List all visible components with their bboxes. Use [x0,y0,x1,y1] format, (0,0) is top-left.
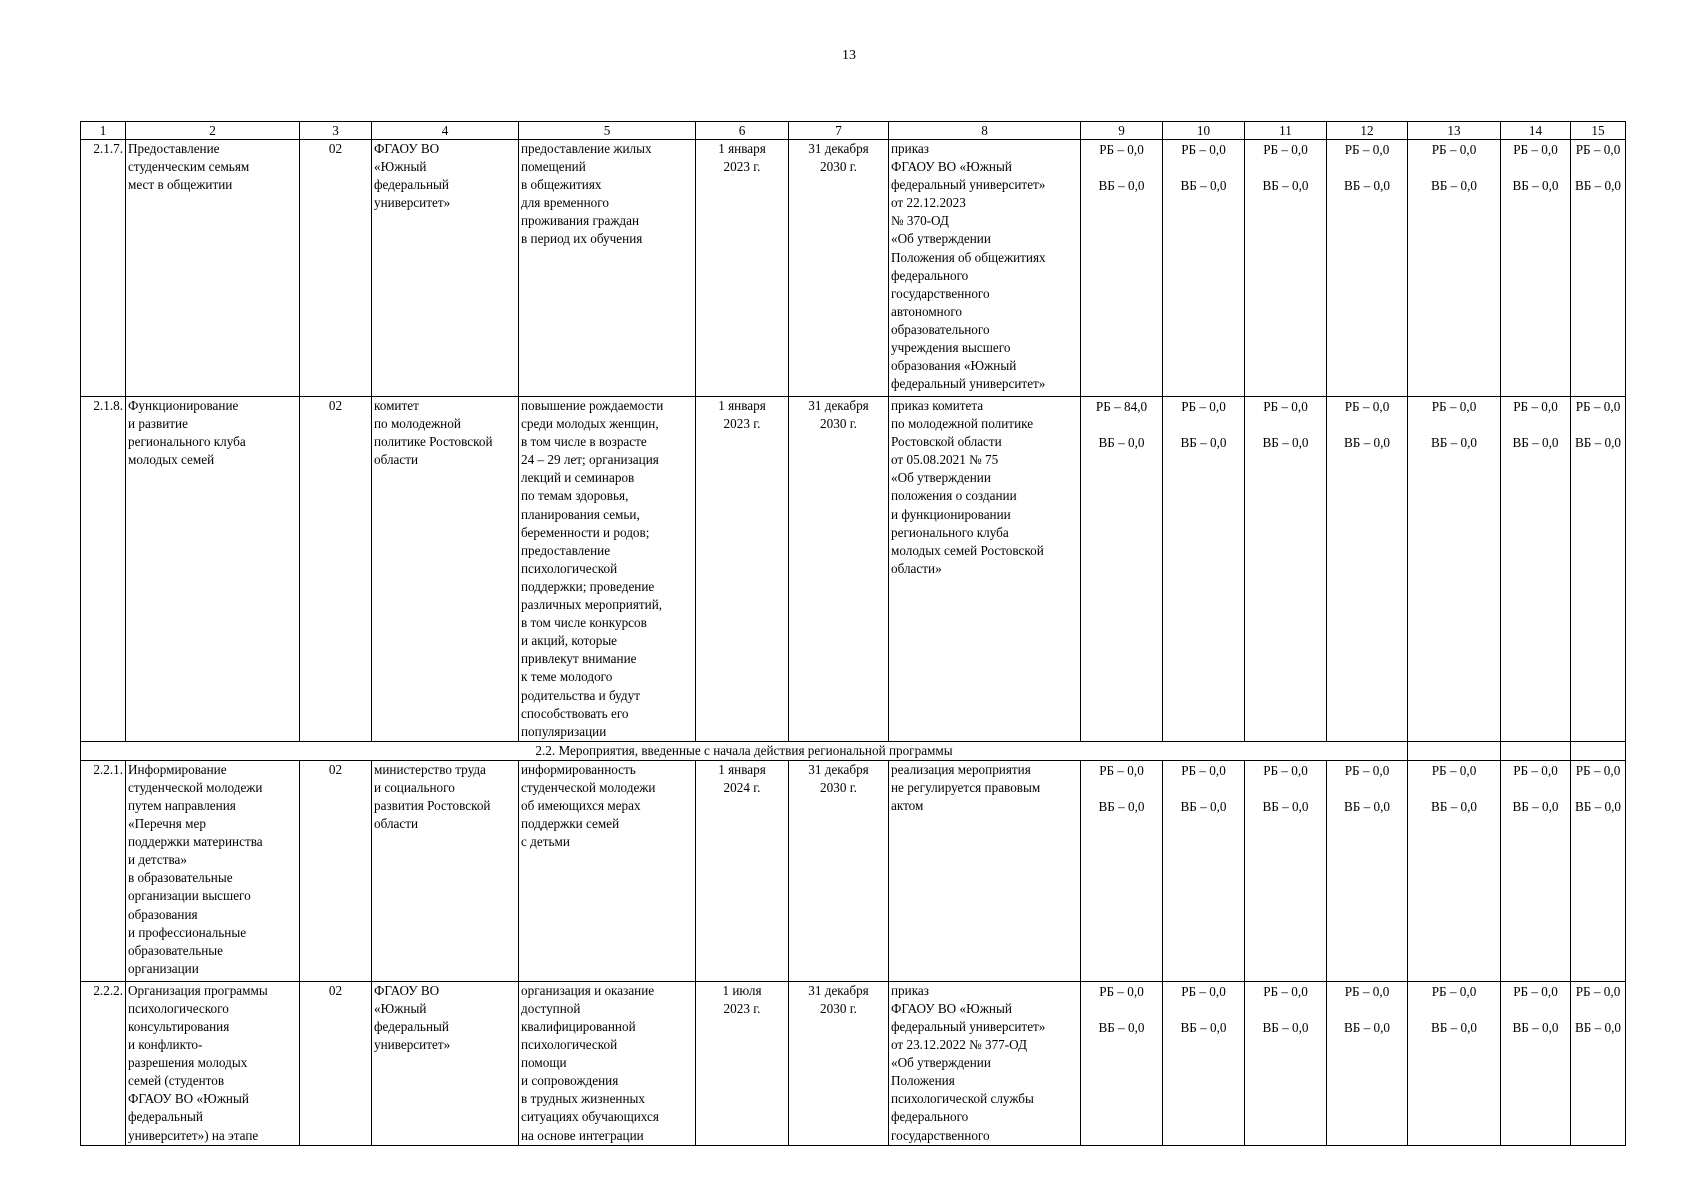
text-line: 24 – 29 лет; организация [521,452,659,468]
financing-cell [1081,981,1163,1145]
text-line: организации высшего [128,888,251,904]
text-line: квалифицированной [521,1018,636,1034]
measure-code: 02 [300,140,372,397]
financing-cell [1571,760,1626,981]
end-date [789,981,889,1145]
measure-number: 2.1.7. [81,140,126,397]
financing-cell [1245,140,1327,397]
end-date [789,397,889,742]
financing-cell [1081,760,1163,981]
text-line: 2030 г. [820,416,857,432]
financing-cell [1163,760,1245,981]
start-date [696,981,789,1145]
text-line: Положения об общежитиях [891,249,1046,265]
text-line: образования «Южный [891,358,1017,374]
column-number: 13 [1408,122,1501,140]
text-line: психологической службы [891,1091,1034,1107]
extra-budget-value: ВБ – 0,0 [1574,435,1622,450]
extra-budget-value: ВБ – 0,0 [1098,435,1145,450]
extra-budget-value: ВБ – 0,0 [1343,798,1391,814]
start-date [696,760,789,981]
financing-cell [1571,140,1626,397]
financing-cell [1327,397,1408,742]
text-line: по темам здоровья, [521,488,629,504]
text-line: № 370-ОД [891,213,949,229]
text-line: об имеющихся мерах [521,797,641,813]
regional-budget-value: РБ – 0,0 [1181,983,1226,999]
measure-code: 02 [300,981,372,1145]
text-line: и функционировании [891,506,1011,522]
start-date [696,397,789,742]
empty-cell [1408,741,1501,760]
text-line: области» [891,560,942,576]
text-line: федерального [891,267,969,283]
text-line: политике Ростовской [374,434,493,450]
text-line: и развитие [128,416,188,432]
financing-cell [1163,397,1245,742]
extra-budget-value: ВБ – 0,0 [1098,1019,1145,1035]
column-number-row [81,122,1626,140]
text-line: федеральный университет» [891,177,1046,193]
text-line: молодых семей [128,452,215,468]
text-line: развития Ростовской [374,797,491,813]
extra-budget-value: ВБ – 0,0 [1430,1019,1478,1035]
financing-cell [1501,760,1571,981]
text-line: Предоставление [128,141,220,156]
text-line: образовательного [891,321,990,337]
measure-result [519,140,696,397]
text-line: различных мероприятий, [521,597,663,613]
measure-number: 2.2.2. [81,981,126,1145]
text-line: федеральный университет» [891,376,1046,392]
text-line: ФГАОУ ВО «Южный [128,1091,249,1107]
regional-budget-value: РБ – 0,0 [1344,762,1390,778]
end-date [789,760,889,981]
extra-budget-value: ВБ – 0,0 [1512,1019,1559,1035]
text-line: ситуациях обучающихся [521,1109,659,1125]
column-number: 1 [81,122,126,140]
regional-budget-value: РБ – 0,0 [1513,983,1558,999]
text-line: Организация программы [128,982,268,998]
measure-result [519,397,696,742]
financing-cell [1081,140,1163,397]
text-line: от 22.12.2023 [891,195,966,211]
regional-budget-value: РБ – 0,0 [1263,399,1308,414]
table-row [81,760,1626,981]
extra-budget-value: ВБ – 0,0 [1180,178,1227,193]
text-line: регионального клуба [891,524,1009,540]
text-line: университет» [374,1037,451,1053]
text-line: Положения [891,1073,955,1089]
text-line: «Об утверждении [891,1055,991,1071]
extra-budget-value: ВБ – 0,0 [1512,178,1559,193]
start-date [696,140,789,397]
measure-name [126,140,300,397]
text-line: 31 декабря [808,982,869,998]
text-line: «Южный [374,159,427,175]
measure-executor [372,981,519,1145]
text-line: «Об утверждении [891,470,991,486]
text-line: поддержки; проведение [521,578,655,594]
regional-budget-value: РБ – 0,0 [1099,142,1144,157]
text-line: от 05.08.2021 № 75 [891,452,999,468]
column-number: 7 [789,122,889,140]
text-line: разрешения молодых [128,1055,248,1071]
text-line: к теме молодого [521,669,613,685]
text-line: 2030 г. [820,779,857,795]
regional-budget-value: РБ – 0,0 [1431,983,1477,999]
table-row [81,140,1626,397]
section-row [81,741,1626,760]
column-number: 2 [126,122,300,140]
extra-budget-value: ВБ – 0,0 [1574,798,1622,814]
text-line: «Перечня мер [128,816,206,832]
text-line: организация и оказание [521,982,655,998]
regional-budget-value: РБ – 0,0 [1181,142,1226,157]
text-line: 2030 г. [820,159,857,175]
financing-cell [1327,760,1408,981]
column-number: 9 [1081,122,1163,140]
text-line: не регулируется правовым [891,779,1041,795]
regional-budget-value: РБ – 0,0 [1181,762,1226,778]
financing-cell [1501,981,1571,1145]
text-line: положения о создании [891,488,1017,504]
text-line: помещений [521,159,586,175]
legal-act [889,140,1081,397]
text-line: в образовательные [128,870,233,886]
regional-budget-value: РБ – 0,0 [1263,983,1308,999]
text-line: способствовать его [521,705,629,721]
regional-budget-value: РБ – 0,0 [1431,762,1477,778]
text-line: 2023 г. [723,416,761,432]
text-line: предоставление жилых [521,141,652,156]
measure-result [519,760,696,981]
regional-budget-value: РБ – 0,0 [1575,142,1621,157]
text-line: по молодежной [374,416,461,432]
text-line: и акций, которые [521,633,618,649]
text-line: 31 декабря [808,141,869,156]
text-line: семей (студентов [128,1073,225,1089]
column-number: 12 [1327,122,1408,140]
text-line: 2030 г. [820,1000,857,1016]
text-line: поддержки материнства [128,834,263,850]
text-line: федеральный [128,1109,203,1125]
extra-budget-value: ВБ – 0,0 [1574,1019,1622,1035]
financing-cell [1245,397,1327,742]
extra-budget-value: ВБ – 0,0 [1512,435,1559,450]
text-line: 1 июля [722,982,762,998]
financing-cell [1245,981,1327,1145]
table-row [81,981,1626,1145]
empty-cell [1501,741,1571,760]
extra-budget-value: ВБ – 0,0 [1430,435,1478,450]
extra-budget-value: ВБ – 0,0 [1180,435,1227,450]
text-line: от 23.12.2022 № 377-ОД [891,1037,1028,1053]
program-table [80,121,1626,1146]
text-line: молодых семей Ростовской [891,542,1044,558]
text-line: организации [128,960,199,976]
measure-number: 2.1.8. [81,397,126,742]
extra-budget-value: ВБ – 0,0 [1098,798,1145,814]
financing-cell [1245,760,1327,981]
regional-budget-value: РБ – 0,0 [1513,399,1558,414]
text-line: мест в общежитии [128,177,233,193]
regional-budget-value: РБ – 0,0 [1181,399,1226,414]
text-line: 1 января [718,761,766,777]
text-line: университет» [374,195,451,211]
page-number: 13 [842,48,856,63]
text-line: студенческой молодежи [128,779,263,795]
column-number: 14 [1501,122,1571,140]
regional-budget-value: РБ – 0,0 [1431,142,1477,157]
text-line: привлекут внимание [521,651,637,667]
text-line: в том числе в возрасте [521,434,647,450]
financing-cell [1327,981,1408,1145]
text-line: «Об утверждении [891,231,991,247]
text-line: ФГАОУ ВО «Южный [891,1000,1012,1016]
text-line: ФГАОУ ВО [374,982,440,998]
regional-budget-value: РБ – 0,0 [1344,983,1390,999]
text-line: приказ комитета [891,398,984,413]
regional-budget-value: РБ – 0,0 [1099,762,1144,778]
text-line: актом [891,797,924,813]
regional-budget-value: РБ – 0,0 [1575,983,1621,999]
financing-cell [1408,981,1501,1145]
text-line: консультирования [128,1018,230,1034]
text-line: 2023 г. [723,159,761,175]
text-line: автономного [891,303,963,319]
text-line: и детства» [128,852,187,868]
regional-budget-value: РБ – 0,0 [1099,983,1144,999]
text-line: комитет [374,398,419,413]
text-line: и социального [374,779,455,795]
text-line: психологической [521,560,618,576]
text-line: студенческой молодежи [521,779,656,795]
text-line: студенческим семьям [128,159,250,175]
measure-name [126,760,300,981]
regional-budget-value: РБ – 0,0 [1575,762,1621,778]
extra-budget-value: ВБ – 0,0 [1343,178,1391,193]
text-line: министерство труда [374,761,486,777]
extra-budget-value: ВБ – 0,0 [1343,435,1391,450]
extra-budget-value: ВБ – 0,0 [1574,178,1622,193]
regional-budget-value: РБ – 0,0 [1263,762,1308,778]
text-line: федеральный [374,177,449,193]
text-line: области [374,816,419,832]
text-line: Информирование [128,761,227,777]
measure-name [126,397,300,742]
text-line: в том числе конкурсов [521,615,647,631]
text-line: федерального [891,1109,969,1125]
text-line: Ростовской области [891,434,1002,450]
text-line: информированность [521,761,636,777]
text-line: на основе интеграции [521,1127,644,1143]
text-line: психологической [521,1037,618,1053]
text-line: федеральный университет» [891,1018,1046,1034]
measure-code: 02 [300,397,372,742]
text-line: поддержки семей [521,816,620,832]
table-row [81,397,1626,742]
financing-cell [1163,140,1245,397]
text-line: родительства и будут [521,687,640,703]
text-line: 1 января [718,398,766,413]
text-line: 2024 г. [723,779,761,795]
text-line: учреждения высшего [891,340,1011,356]
regional-budget-value: РБ – 0,0 [1263,142,1308,157]
regional-budget-value: РБ – 0,0 [1344,399,1390,414]
extra-budget-value: ВБ – 0,0 [1262,178,1309,193]
text-line: доступной [521,1000,581,1016]
text-line: с детьми [521,834,570,850]
extra-budget-value: ВБ – 0,0 [1512,798,1559,814]
text-line: приказ [891,982,929,998]
text-line: государственного [891,1127,990,1143]
column-number: 11 [1245,122,1327,140]
text-line: в общежитиях [521,177,602,193]
text-line: и профессиональные [128,924,247,940]
measure-executor [372,140,519,397]
text-line: 31 декабря [808,761,869,777]
text-line: 31 декабря [808,398,869,413]
text-line: повышение рождаемости [521,398,664,413]
text-line: среди молодых женщин, [521,416,659,432]
measure-number: 2.2.1. [81,760,126,981]
text-line: и сопровождения [521,1073,619,1089]
text-line: федеральный [374,1018,449,1034]
regional-budget-value: РБ – 0,0 [1513,762,1558,778]
financing-cell [1501,140,1571,397]
text-line: психологического [128,1000,229,1016]
text-line: ФГАОУ ВО «Южный [891,159,1012,175]
text-line: для временного [521,195,609,211]
text-line: популяризации [521,723,607,739]
column-number: 5 [519,122,696,140]
text-line: в период их обучения [521,231,643,247]
text-line: путем направления [128,797,236,813]
text-line: «Южный [374,1000,427,1016]
text-line: приказ [891,141,929,156]
empty-cell [1571,741,1626,760]
column-number: 15 [1571,122,1626,140]
text-line: образовательные [128,942,224,958]
end-date [789,140,889,397]
legal-act [889,760,1081,981]
extra-budget-value: ВБ – 0,0 [1430,178,1478,193]
measure-executor [372,760,519,981]
legal-act [889,397,1081,742]
financing-cell [1163,981,1245,1145]
measure-result [519,981,696,1145]
regional-budget-value: РБ – 0,0 [1513,142,1558,157]
financing-cell [1408,760,1501,981]
text-line: реализация мероприятия [891,761,1031,777]
text-line: проживания граждан [521,213,640,229]
column-number: 6 [696,122,789,140]
text-line: и конфликто- [128,1037,203,1053]
extra-budget-value: ВБ – 0,0 [1180,798,1227,814]
text-line: по молодежной политике [891,416,1034,432]
measure-code: 02 [300,760,372,981]
financing-cell [1571,397,1626,742]
regional-budget-value: РБ – 84,0 [1095,399,1148,414]
text-line: государственного [891,285,990,301]
column-number: 10 [1163,122,1245,140]
financing-cell [1571,981,1626,1145]
extra-budget-value: ВБ – 0,0 [1343,1019,1391,1035]
text-line: в трудных жизненных [521,1091,646,1107]
text-line: предоставление [521,542,611,558]
measure-name [126,981,300,1145]
text-line: Функционирование [128,398,239,413]
column-number: 3 [300,122,372,140]
extra-budget-value: ВБ – 0,0 [1180,1019,1227,1035]
financing-cell [1408,140,1501,397]
extra-budget-value: ВБ – 0,0 [1262,1019,1309,1035]
text-line: ФГАОУ ВО [374,141,440,156]
extra-budget-value: ВБ – 0,0 [1262,435,1309,450]
financing-cell [1408,397,1501,742]
financing-cell [1081,397,1163,742]
measure-executor [372,397,519,742]
extra-budget-value: ВБ – 0,0 [1098,178,1145,193]
regional-budget-value: РБ – 0,0 [1575,399,1621,414]
column-number: 4 [372,122,519,140]
financing-cell [1501,397,1571,742]
column-number: 8 [889,122,1081,140]
regional-budget-value: РБ – 0,0 [1344,142,1390,157]
extra-budget-value: ВБ – 0,0 [1262,798,1309,814]
regional-budget-value: РБ – 0,0 [1431,399,1477,414]
section-heading: 2.2. Мероприятия, введенные с начала действия региональной программы [81,741,1408,760]
text-line: регионального клуба [128,434,246,450]
text-line: планирования семьи, [521,506,640,522]
text-line: лекций и семинаров [521,470,635,486]
text-line: образования [128,906,198,922]
text-line: университет») на этапе [128,1127,259,1143]
legal-act [889,981,1081,1145]
text-line: беременности и родов; [521,524,650,540]
text-line: 2023 г. [723,1000,761,1016]
financing-cell [1327,140,1408,397]
extra-budget-value: ВБ – 0,0 [1430,798,1478,814]
text-line: области [374,452,419,468]
text-line: помощи [521,1055,567,1071]
text-line: 1 января [718,141,766,156]
